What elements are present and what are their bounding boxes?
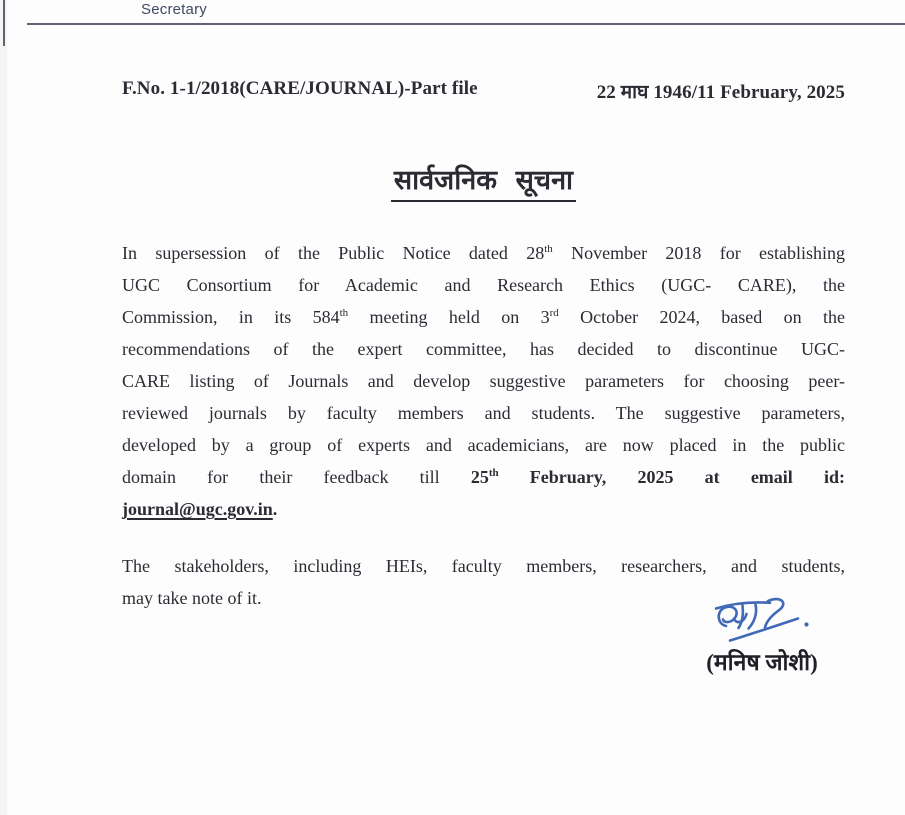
signer-name: (मनिष जोशी) [706, 650, 818, 675]
title-row [122, 160, 845, 202]
text-line: UGC Consortium for Academic and Research Ethics (UGC- CARE), the [122, 275, 845, 295]
text-line: The stakeholders, including HEIs, faculty members, researchers, and students, [122, 556, 845, 576]
header-rule [27, 23, 905, 25]
secretary-label: Secretary [141, 1, 207, 18]
text-line: Commission, in its 584th meeting held on 3rd October 2024, based on the [122, 307, 845, 327]
notice-paragraph-main [122, 237, 845, 525]
text-line: In supersession of the Public Notice dated 28th November 2018 for establishing [122, 243, 846, 263]
text-line: reviewed journals by faculty members and students. The suggestive parameters, [122, 403, 845, 423]
notice-title: सार्वजनिक सूचना [391, 160, 576, 202]
text-line: developed by a group of experts and academicians, are now placed in the public [122, 435, 845, 455]
text-line: domain for their feedback till 25th February, 2025 at email id: [122, 467, 845, 487]
text-line: recommendations of the expert committee, has decided to discontinue UGC- [122, 339, 845, 359]
text-line: CARE listing of Journals and develop suggestive parameters for choosing peer- [122, 371, 845, 391]
left-edge-mark [3, 0, 5, 46]
signature-scribble [710, 596, 815, 648]
reference-line [122, 78, 845, 104]
file-number: F.No. 1-1/2018(CARE/JOURNAL)-Part file [122, 78, 478, 99]
notice-date: 22 माघ 1946/11 February, 2025 [596, 82, 845, 103]
text-line: journal@ugc.gov.in. [122, 499, 278, 519]
text-line: may take note of it. [122, 588, 262, 608]
signature-block [700, 596, 824, 677]
scan-edge-shade [0, 0, 7, 815]
